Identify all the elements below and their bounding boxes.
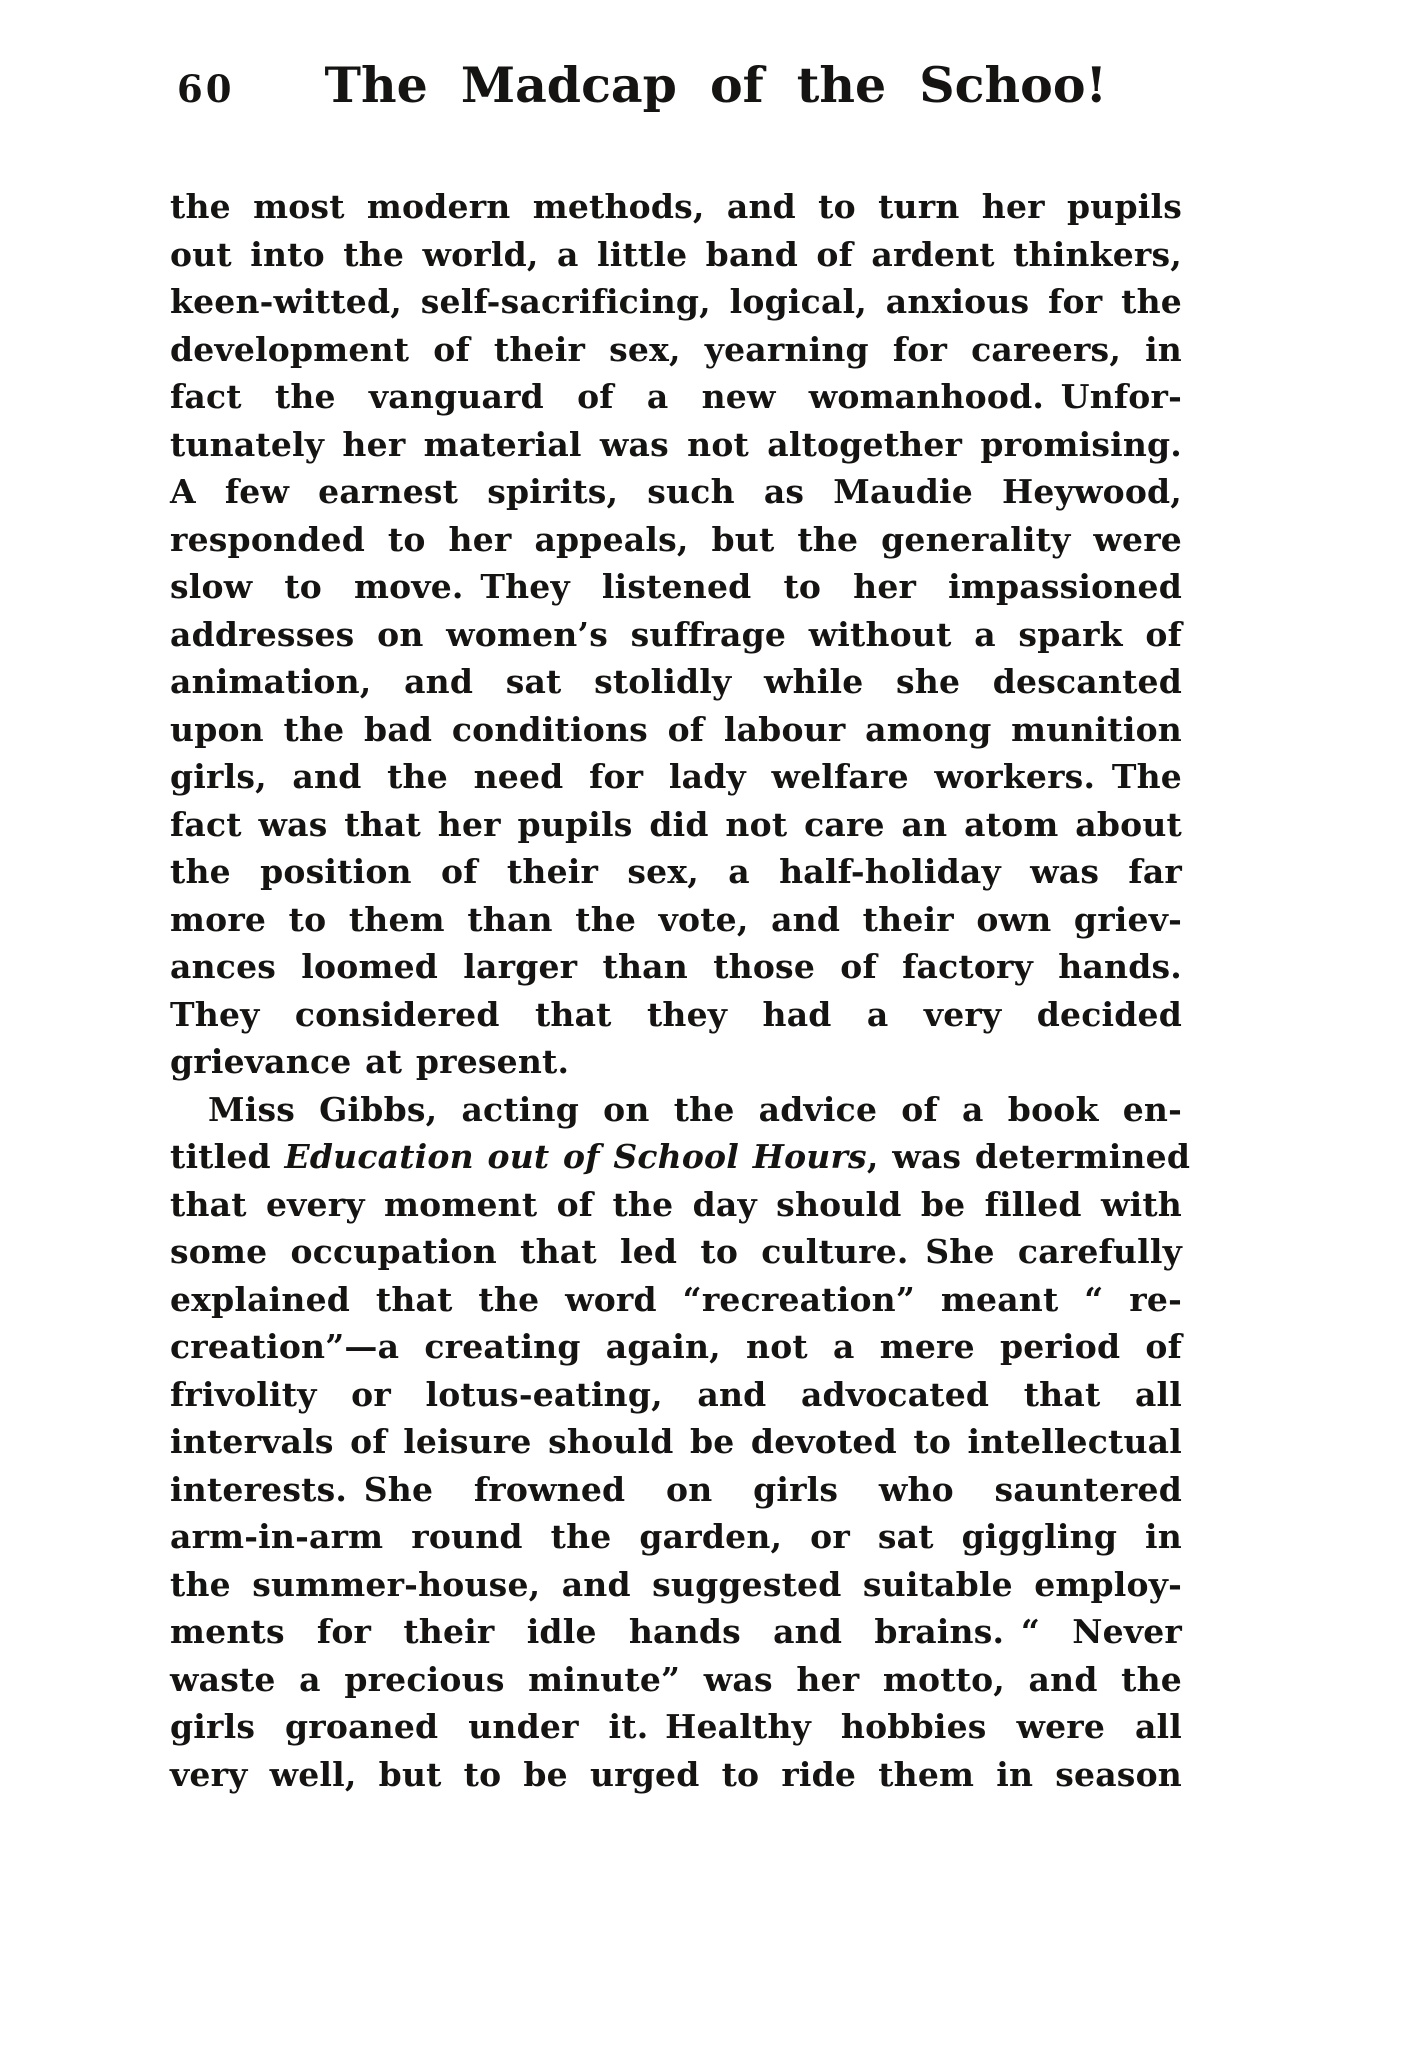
text-segment: grievance at present. [170,1042,570,1081]
text-segment: the most modern methods, and to turn her pupils [170,187,1182,226]
text-line [170,896,1182,944]
text-line [170,1513,1182,1561]
text-segment: explained that the word “recreation” meant “ re- [170,1279,1182,1319]
text-segment: very well, but to be urged to ride them in season [170,1754,1182,1794]
text-line [170,1418,1182,1466]
text-segment: more to them than the vote, and their own griev- [170,899,1182,939]
text-line [170,801,1182,849]
text-segment: girls, and the need for lady welfare workers. The [170,757,1182,796]
text-line [170,1181,1182,1229]
text-segment: animation, and sat stolidly while she descanted [170,662,1182,701]
text-line [170,848,1182,896]
text-line [170,1086,1182,1134]
text-line [170,1656,1182,1704]
text-segment: the position of their sex, a half-holiday was far [170,852,1182,891]
text-line [170,1133,1191,1181]
text-line [170,943,1182,991]
text-segment: arm-in-arm round the garden, or sat giggling in [170,1517,1182,1556]
text-segment: , was determined [866,1137,1191,1176]
text-line [170,516,1182,564]
text-segment: that every moment of the day should be filled with [170,1184,1182,1224]
text-line [170,1228,1182,1276]
text-line [170,991,1182,1039]
text-segment: They considered that they had a very decided [170,994,1182,1034]
text-segment: some occupation that led to culture. She carefully [170,1232,1182,1271]
text-line [170,468,1182,516]
book-title-italic: Education out of School Hours [284,1137,867,1176]
text-segment: the summer-house, and suggested suitable employ- [170,1564,1182,1604]
text-segment: fact the vanguard of a new womanhood. Unfor- [170,377,1182,416]
text-segment: development of their sex, yearning for careers, in [170,329,1182,369]
running-title: The Madcap of the Schoo! [324,56,1108,114]
text-segment: out into the world, a little band of ardent thinkers, [170,234,1182,274]
text-segment: ments for their idle hands and brains. “ Never [170,1612,1182,1651]
text-line [170,658,1182,706]
text-segment: intervals of leisure should be devoted to intellectual [170,1422,1182,1461]
text-line [170,1751,1182,1799]
text-line [170,1466,1182,1514]
text-line [170,278,1182,326]
text-line [170,1703,1182,1751]
text-line [170,373,1182,421]
text-line [170,611,1182,659]
text-line [170,1608,1182,1656]
text-line [170,326,1182,374]
page-number: 60 [177,67,235,111]
text-line [170,1276,1182,1324]
page-header [177,56,1107,114]
text-line [170,753,1182,801]
text-segment: frivolity or lotus-eating, and advocated that all [170,1374,1182,1414]
text-segment: fact was that her pupils did not care an atom about [170,804,1182,844]
text-line [170,1371,1182,1419]
text-segment: responded to her appeals, but the generality were [170,519,1182,559]
text-segment: girls groaned under it. Healthy hobbies were all [170,1707,1182,1746]
text-line [170,231,1182,279]
text-segment: slow to move. They listened to her impassioned [170,567,1182,606]
text-segment: waste a precious minute” was her motto, and the [170,1659,1182,1699]
text-line [170,183,1182,231]
text-segment: upon the bad conditions of labour among munition [170,709,1182,749]
text-segment: tunately her material was not altogether promising. [170,424,1182,464]
text-segment: addresses on women’s suffrage without a spark of [170,614,1182,654]
text-segment: keen-witted, self-sacrificing, logical, anxious for the [170,282,1182,321]
text-segment: Miss Gibbs, acting on the advice of a book en- [208,1089,1182,1129]
text-segment: interests. She frowned on girls who sauntered [170,1469,1182,1509]
body-text [170,183,1191,1798]
text-segment: titled [170,1137,285,1176]
text-line [170,1561,1182,1609]
text-line [170,421,1182,469]
text-line [170,563,1182,611]
text-line [170,1038,1182,1086]
text-line [170,1323,1182,1371]
text-segment: creation”—a creating again, not a mere period of [170,1327,1182,1366]
text-segment: ances loomed larger than those of factory hands. [170,947,1182,986]
text-line [170,706,1182,754]
text-segment: A few earnest spirits, such as Maudie Heywood, [170,472,1182,511]
